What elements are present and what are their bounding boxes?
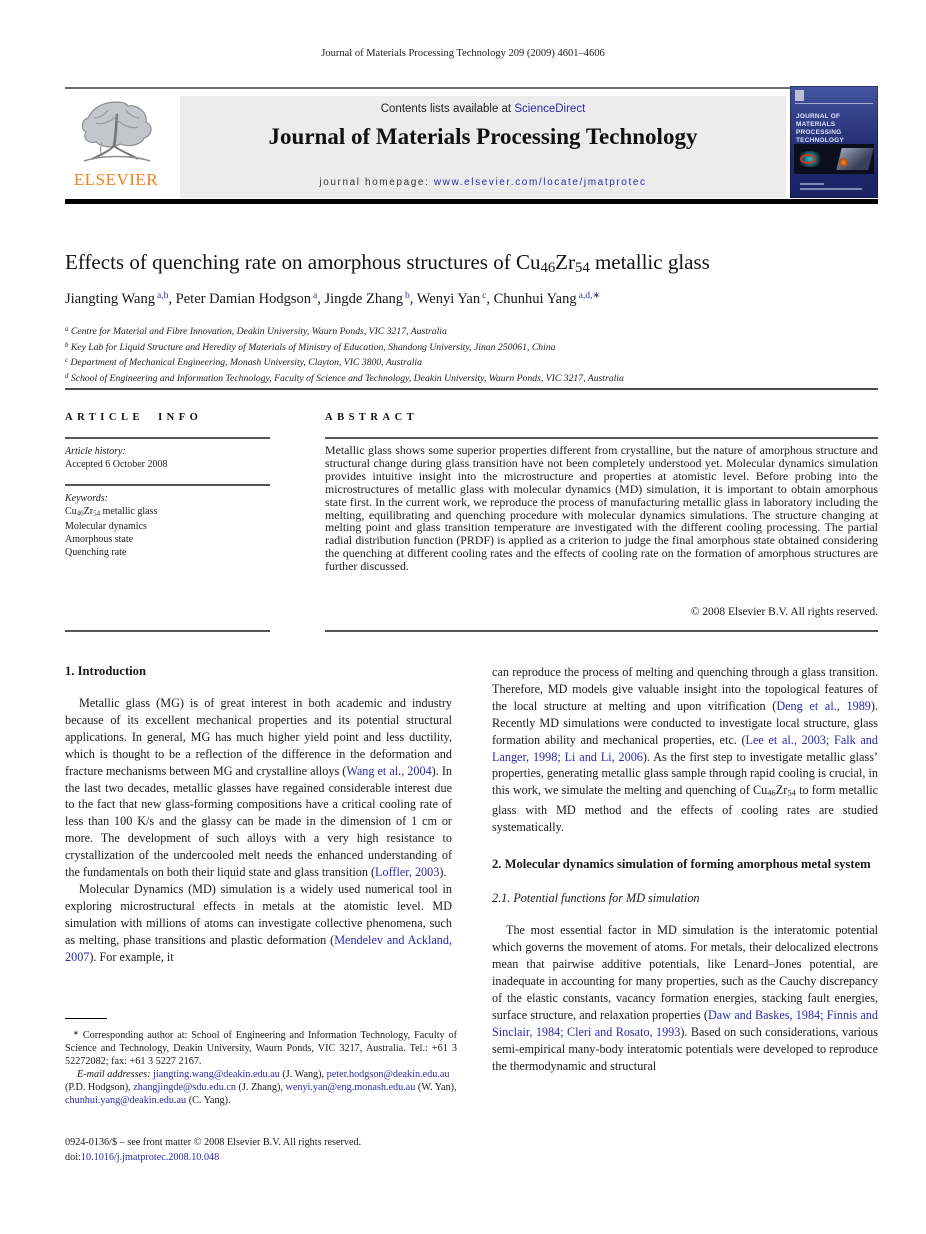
text-segment: School of Engineering and Information Technology, Faculty of Science and Technology, Deakin University, Waurn Ponds, VIC 3217, Australia (68, 372, 624, 384)
article-info-heading: ARTICLE INFO (65, 412, 203, 423)
text-segment: Amorphous state (65, 534, 134, 546)
text-segment: Centre for Material and Fibre Innovation, Deakin University, Waurn Ponds, VIC 3217, Australia (68, 326, 447, 338)
text-segment: d (65, 372, 69, 380)
email-addresses-note (65, 1068, 457, 1107)
affiliation (65, 339, 878, 355)
text-segment: c (482, 290, 487, 301)
contents-line (180, 103, 786, 115)
keywords-label: Keywords: (65, 493, 108, 504)
text-segment: Zr (555, 250, 575, 274)
keyword-item (65, 505, 270, 520)
citation-link[interactable]: Lee et al., 2003; Falk and Langer, 1998; Li and Li, 2006 (492, 732, 878, 764)
article-history (65, 445, 270, 471)
text-segment: c (65, 357, 69, 365)
article-title (65, 250, 878, 277)
text-segment: Molecular Dynamics (MD) simulation is a widely used numerical tool in exploring microstructural effects in metals at the atomistic level. MD simulation with millions of atoms can investigate collective phenomena, such as melting, phase transitions and plastic deformation ( (65, 881, 452, 947)
article-info-rule (65, 437, 270, 439)
text-segment: to form metallic glass with MD method and the effects of cooling rates are studied systematically. (492, 783, 878, 834)
text-segment: 54 (575, 259, 590, 276)
doi-link[interactable]: 10.1016/j.jmatprotec.2008.10.048 (80, 1151, 220, 1163)
text-segment: ). In the last two decades, metallic glasses have regained considerable interest due to the fact that new glass-forming compositions have a critical cooling rate of less than 100 K/s and the glassy can be made in the dimension of 1 cm or more. The development of such alloys with a very high resistance to crystallization of the undercooled melt needs the enhanced understanding of the fundamentals on both their liquid state and glass transition ( (65, 763, 452, 880)
cover-elsevier-mark (795, 90, 804, 101)
journal-cover-thumbnail (790, 86, 878, 198)
text-segment: can reproduce the process of melting and quenching through a glass transition. Therefore, MD models give valuable insight into the topological features of the local structure at melting and upon vitrification ( (492, 665, 878, 713)
email-link[interactable]: wenyi.yan@eng.monash.edu.au (285, 1082, 416, 1094)
keyword-item (65, 520, 270, 533)
affiliation (65, 370, 878, 386)
text-segment: 46 (540, 259, 556, 276)
text-segment: ). Based on such considerations, various semi-empirical many-body interatomic potentials were developed to reproduce the thermodynamic and structural (492, 1024, 878, 1073)
text-segment: Quenching rate (65, 547, 127, 559)
keyword-item (65, 533, 270, 546)
cover-editors-text (800, 183, 824, 185)
masthead-divider-bar (65, 199, 878, 204)
text-segment: 46 (767, 788, 776, 799)
keyword-item (65, 546, 270, 559)
text-segment: Jiangting Wang (65, 290, 155, 307)
text-segment: a,b (157, 290, 169, 301)
doi-line (65, 1151, 485, 1166)
copyright-line: © 2008 Elsevier B.V. All rights reserved. (690, 606, 878, 618)
text-segment: metallic glass (100, 506, 158, 517)
footnote-block (65, 1018, 457, 1107)
text-segment: ). For example, it (89, 949, 174, 964)
text-segment: 54 (787, 788, 796, 799)
citation-link[interactable]: Wang et al., 2004 (346, 763, 432, 778)
paragraph (492, 922, 878, 1074)
text-segment: (C. Yang). (186, 1095, 231, 1107)
text-segment: ∗ (73, 1029, 79, 1037)
homepage-line (180, 177, 786, 188)
cover-photo-ring (800, 154, 816, 164)
text-segment: Cu (65, 506, 77, 517)
text-segment: (W. Yan), (415, 1082, 457, 1094)
text-segment: ). Recently MD simulations were conducted to investigate local structure, glass formation ability and mechanical properties, etc. ( (492, 698, 878, 747)
footnote-rule (65, 1018, 107, 1019)
section-heading-introduction: 1. Introduction (65, 664, 146, 678)
text-segment: b (405, 290, 410, 301)
email-link[interactable]: peter.hodgson@deakin.edu.au (326, 1069, 450, 1081)
text-segment: Effects of quenching rate on amorphous structures of Cu (65, 250, 541, 274)
text-segment: Key Lab for Liquid Structure and Heredity of Materials of Ministry of Education, Shandong University, Jinan 250061, China (68, 341, 556, 353)
cover-photo (794, 144, 874, 174)
header-top-rule (65, 87, 878, 89)
text-segment: (P.D. Hodgson), (65, 1082, 134, 1094)
cover-journal-title: JOURNAL OF MATERIALS PROCESSING TECHNOLOGY (796, 113, 844, 144)
text-segment: b (65, 341, 69, 349)
text-segment: Department of Mechanical Engineering, Monash University, Clayton, VIC 3800, Australia (68, 357, 422, 369)
text-segment: 54 (93, 509, 101, 518)
text-segment: , Jingde Zhang (317, 290, 404, 307)
text-segment: (J. Wang), (279, 1069, 327, 1081)
text-segment: a,d,∗ (578, 290, 601, 301)
corresponding-author-note (65, 1027, 457, 1068)
text-segment: a (312, 290, 318, 301)
citation-link[interactable]: Daw and Baskes, 1984; Finnis and Sinclair, 1984; Cleri and Rosato, 1993 (492, 1007, 878, 1039)
citation-link[interactable]: Mendelev and Ackland, 2007 (65, 932, 452, 964)
running-head-citation: Journal of Materials Processing Technology 209 (2009) 4601–4606 (321, 48, 605, 59)
text-segment: ). (439, 865, 447, 880)
text-segment: Zr (775, 783, 788, 798)
abstract-bottom-rule (325, 630, 878, 632)
affiliations-list (65, 323, 878, 386)
author-line (65, 290, 878, 308)
citation-link[interactable]: Loffler, 2003 (375, 865, 440, 880)
body-column-right (492, 664, 878, 1074)
issn-copyright-line: 0924-0136/$ – see front matter © 2008 Elsevier B.V. All rights reserved. (65, 1137, 362, 1148)
abstract-heading: ABSTRACT (325, 412, 419, 423)
text-segment: Corresponding author at: School of Engineering and Information Technology, Faculty of Science and Technology, Deakin University, Waurn Ponds, VIC 3217, Australia. Tel.: +61 3 52272082; fax: +61 3 5227 2167. (65, 1030, 457, 1068)
email-link[interactable]: chunhui.yang@deakin.edu.au (65, 1095, 187, 1107)
journal-title: Journal of Materials Processing Technology (268, 124, 698, 149)
text-segment: a (65, 326, 69, 333)
text-segment: metallic glass (589, 250, 710, 274)
paragraph (492, 664, 878, 836)
text-segment: 46 (76, 509, 84, 518)
text-segment: , Chunhui Yang (486, 290, 577, 307)
text-segment: E-mail addresses: (77, 1069, 154, 1081)
article-info-rule (65, 484, 270, 486)
abstract-rule (325, 437, 878, 439)
text-segment: Metallic glass (MG) is of great interest in both academic and industry because of its excellent mechanical properties and its potential structural applications. In general, MG has much higher yield point and less ductility, which is thought to be a reflection of the difference in the deformation and fracture mechanisms between MG and crystalline alloys ( (65, 696, 452, 778)
text-segment: , Wenyi Yan (409, 290, 481, 307)
cover-photo-spark (839, 158, 848, 167)
article-info-bottom-rule (65, 630, 270, 632)
subsection-heading-potential-functions: 2.1. Potential functions for MD simulation (492, 891, 700, 906)
text-segment: Contents lists available at (380, 103, 515, 115)
citation-link[interactable]: Deng et al., 1989 (776, 698, 871, 713)
elsevier-wordmark: ELSEVIER (73, 170, 159, 189)
text-segment: ). As the first step to investigate metallic glass’ properties, generating metallic glass sample through rapid cooling is crucial, in this work, we simulate the melting and quenching of Cu (492, 749, 878, 798)
homepage-link[interactable]: www.elsevier.com/locate/jmatprotec (433, 177, 647, 188)
imprint-block (65, 1136, 485, 1165)
cover-top-rule (795, 103, 873, 104)
text-segment: journal homepage: (319, 177, 434, 188)
article-history-value: Accepted 6 October 2008 (65, 459, 168, 470)
text-segment: doi: (65, 1151, 81, 1163)
title-block-rule (65, 388, 878, 390)
email-link[interactable]: zhangjingde@sdu.edu.cn (133, 1082, 236, 1094)
text-segment: The most essential factor in MD simulation is the interatomic potential which governs the movement of atoms. For metals, their delocalized electrons mean that pairwise additive potentials, like Lenard–Jones potential, are inadequate in accounting for many properties, such as the Cauchy discrepancy of the elastic constants, vacancy formation energies, stacking fault energies, surface structure, and relaxation properties ( (492, 923, 878, 1022)
text-segment: , Peter Damian Hodgson (168, 290, 311, 307)
sciencedirect-link[interactable]: ScienceDirect (514, 103, 586, 115)
affiliation (65, 354, 878, 370)
paragraph (65, 695, 452, 881)
affiliation (65, 323, 878, 339)
email-link[interactable]: jiangting.wang@deakin.edu.au (153, 1069, 280, 1081)
text-segment: (J. Zhang), (235, 1082, 286, 1094)
cover-editors-text (800, 188, 862, 190)
paragraph (65, 881, 452, 966)
body-column-left (65, 664, 452, 966)
keywords-block (65, 492, 270, 559)
section-heading-md-simulation: 2. Molecular dynamics simulation of forming amorphous metal system (492, 856, 871, 871)
text-segment: Molecular dynamics (65, 521, 147, 533)
text-segment: Zr (83, 506, 94, 517)
elsevier-tree-icon (72, 98, 162, 168)
article-history-label: Article history: (65, 446, 126, 457)
abstract-text: Metallic glass shows some superior properties different from crystalline, but the nature of amorphous structure and structural change during glass transition have not been completely understood yet. Molecular dynamics simulation provides intuitive insight into the microstructure and properties at atomistic level. Before probing into the microstructures of metallic glass with molecular dynamics (MD) simulation, it is important to obtain amorphous state first. In the current work, we reproduce the process of manufacturing metallic glass in laboratory including the melting, equilibrating and quenching procedure with molecular dynamics simulations. The structure changing at melting point and glass transition temperature are investigated with the different cooling processing. The partial radial distribution function (PRDF) is applied as a criterion to judge the final amorphous state obtained considering the quenching at different cooling rates and the effects of cooling rate on the formation of amorphous structures are further discussed. (325, 443, 878, 574)
